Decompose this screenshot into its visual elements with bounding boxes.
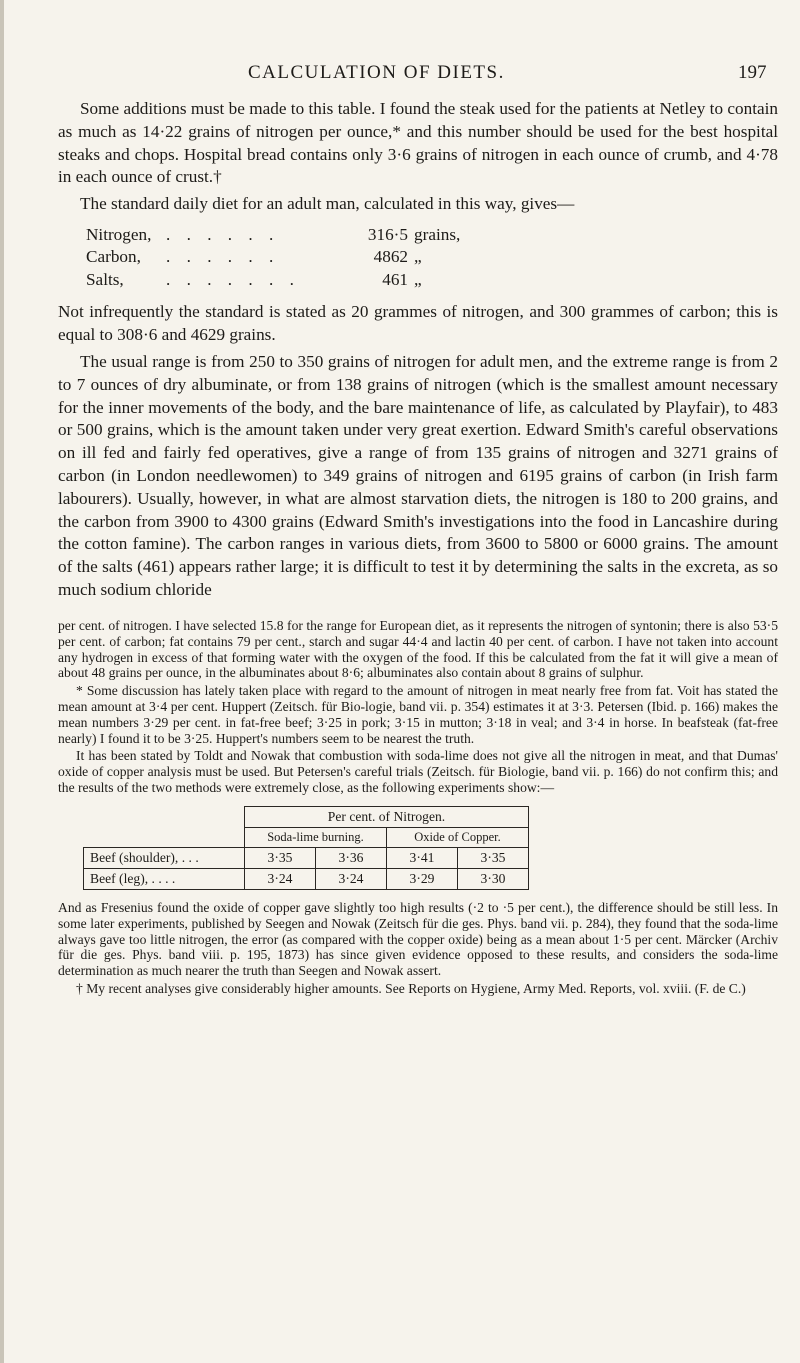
- stat-unit: grains,: [414, 224, 461, 244]
- leader-dots: . . . . . .: [166, 247, 280, 267]
- paragraph: Not infrequently the standard is stated as 20 grammes of nitrogen, and 300 grammes of carbon; this is equal to 308·6 and 4629 grains.: [58, 302, 778, 345]
- footnote-paragraph: And as Fresenius found the oxide of copper gave slightly too high results (·2 to ·5 per cent.), the difference should be still less. In some later experiments, published by Seegen and Nowak (Zeitsch für die ges. Phys. band vii. p. 284), they found that the soda-lime always gave too little nitrogen, the error (as compared with the copper oxide) being as a mean about 1·5 per cent. Märcker (Archiv für die ges. Phys. band viii. p. 195, 1873) has since given evidence opposed to these results, and considers the soda-lime determination as much nearer the truth than Seegen and Nowak assert.: [58, 899, 778, 979]
- footnote-dagger: † My recent analyses give considerably higher amounts. See Reports on Hygiene, Army Med. Reports, vol. xviii. (F. de C.): [76, 980, 746, 996]
- stat-value: 461: [382, 269, 408, 289]
- leader-dots: . . .: [181, 850, 199, 866]
- paragraph: The usual range is from 250 to 350 grains of nitrogen for adult men, and the extreme range is from 2 to 7 ounces of dry albuminate, or from 138 grains of nitrogen (which is the smallest amount necessary for the inner movements of the body, and the bare maintenance of life, as calculated by Playfair), to 483 or 500 grains, which is the amount taken under very great exertion. Edward Smith's careful observations on ill fed and fairly fed operatives, give a range of from 135 grains of nitrogen and 3271 grains of carbon (in London needlewomen) to 349 grains of nitrogen and 6195 grains of carbon (in Irish farm labourers). Usually, however, in what are almost starvation diets, the nitrogen is 180 to 200 grains, and the carbon from 3900 to 4300 grains (Edward Smith's investigations into the food in Lancashire during the cotton famine). The carbon ranges in various diets, from 3600 to 5800 or 6000 grains. The amount of the salts (461) appears rather large; it is difficult to test it by determining the salts in the excreta, as so much sodium chloride: [58, 352, 778, 600]
- page-number: 197: [738, 62, 767, 83]
- main-text: [58, 98, 778, 606]
- stat-row-salts: [86, 269, 778, 292]
- row-label: Beef (shoulder), . . .: [84, 848, 245, 869]
- stat-unit: „: [414, 269, 422, 289]
- table-row: [84, 869, 529, 890]
- running-head: CALCULATION OF DIETS.: [248, 62, 505, 83]
- table-cell: 3·35: [245, 848, 316, 869]
- page-header: [0, 62, 800, 92]
- table-cell: 3·36: [316, 848, 387, 869]
- stat-value: 4862: [373, 247, 408, 267]
- scan-edge-left: [0, 0, 4, 1363]
- stat-unit: „: [414, 247, 422, 267]
- paragraph: Some additions must be made to this table. I found the steak used for the patients at Netley to contain as much as 14·22 grains of nitrogen per ounce,* and this number should be used for the best hospital steaks and chops. Hospital bread contains only 3·6 grains of nitrogen in each ounce of crumb, and 4·78 in each ounce of crust.†: [58, 99, 778, 187]
- leader-dots: . . . .: [151, 871, 176, 887]
- column-header-oxide-copper: Oxide of Copper.: [387, 827, 529, 848]
- column-header-soda-lime: Soda-lime burning.: [245, 827, 387, 848]
- paragraph: The standard daily diet for an adult man, calculated in this way, gives—: [80, 194, 575, 214]
- table-title: Per cent. of Nitrogen.: [245, 806, 529, 827]
- table-cell: 3·24: [316, 869, 387, 890]
- table-corner: [84, 806, 245, 848]
- leader-dots: . . . . . . .: [166, 269, 300, 289]
- table-cell: 3·35: [458, 848, 529, 869]
- table-cell: 3·41: [387, 848, 458, 869]
- stat-label: Salts,: [86, 269, 124, 289]
- nitrogen-comparison-table: [83, 806, 529, 890]
- diet-totals: [86, 224, 778, 292]
- footnote-continued: per cent. of nitrogen. I have selected 15.8 for the range for European diet, as it represents the nitrogen of syntonin; there is also 53·5 per cent. of carbon; fat contains 79 per cent., starch and sugar 44·4 and lactin 40 per cent. of carbon. I have not taken into account any hydrogen in excess of that forming water with the oxygen of the food. If this be calculated from the fat it will give a mean of about 48 grains per ounce, in the albuminates about 8·6; albuminates also contain about 8 grains of sulphur.: [58, 618, 778, 681]
- stat-row-carbon: [86, 246, 778, 269]
- table-cell: 3·30: [458, 869, 529, 890]
- table-cell: 3·24: [245, 869, 316, 890]
- row-label: Beef (leg), . . . .: [84, 869, 245, 890]
- stat-label: Nitrogen,: [86, 224, 152, 244]
- footnotes: [58, 618, 778, 999]
- footnote-star: * Some discussion has lately taken place with regard to the amount of nitrogen in meat nearly free from fat. Voit has stated the mean amount at 3·4 per cent. Huppert (Zeitsch. für Bio-logie, band vii. p. 354) estimates it at 3·3. Petersen (Ibid. p. 166) makes the mean numbers 3·29 per cent. in fat-free beef; 3·25 in pork; 3·15 in mutton; 3·18 in veal; and 3·4 in horse. In beafsteak (fat-free nearly) I found it to be 3·25. Huppert's numbers seem to be nearest the truth.: [58, 683, 778, 746]
- footnote-paragraph: It has been stated by Toldt and Nowak that combustion with soda-lime does not give all the nitrogen in meat, and that Dumas' oxide of copper analysis must be used. But Petersen's careful trials (Zeitsch. für Biologie, band vii. p. 166) do not confirm this; and the results of the two methods were extremely close, as the following experiments show:—: [58, 748, 778, 795]
- table-row: [84, 848, 529, 869]
- stat-row-nitrogen: [86, 224, 778, 247]
- table-cell: 3·29: [387, 869, 458, 890]
- leader-dots: . . . . . .: [166, 224, 280, 244]
- stat-value: 316·5: [367, 224, 408, 244]
- stat-label: Carbon,: [86, 247, 141, 267]
